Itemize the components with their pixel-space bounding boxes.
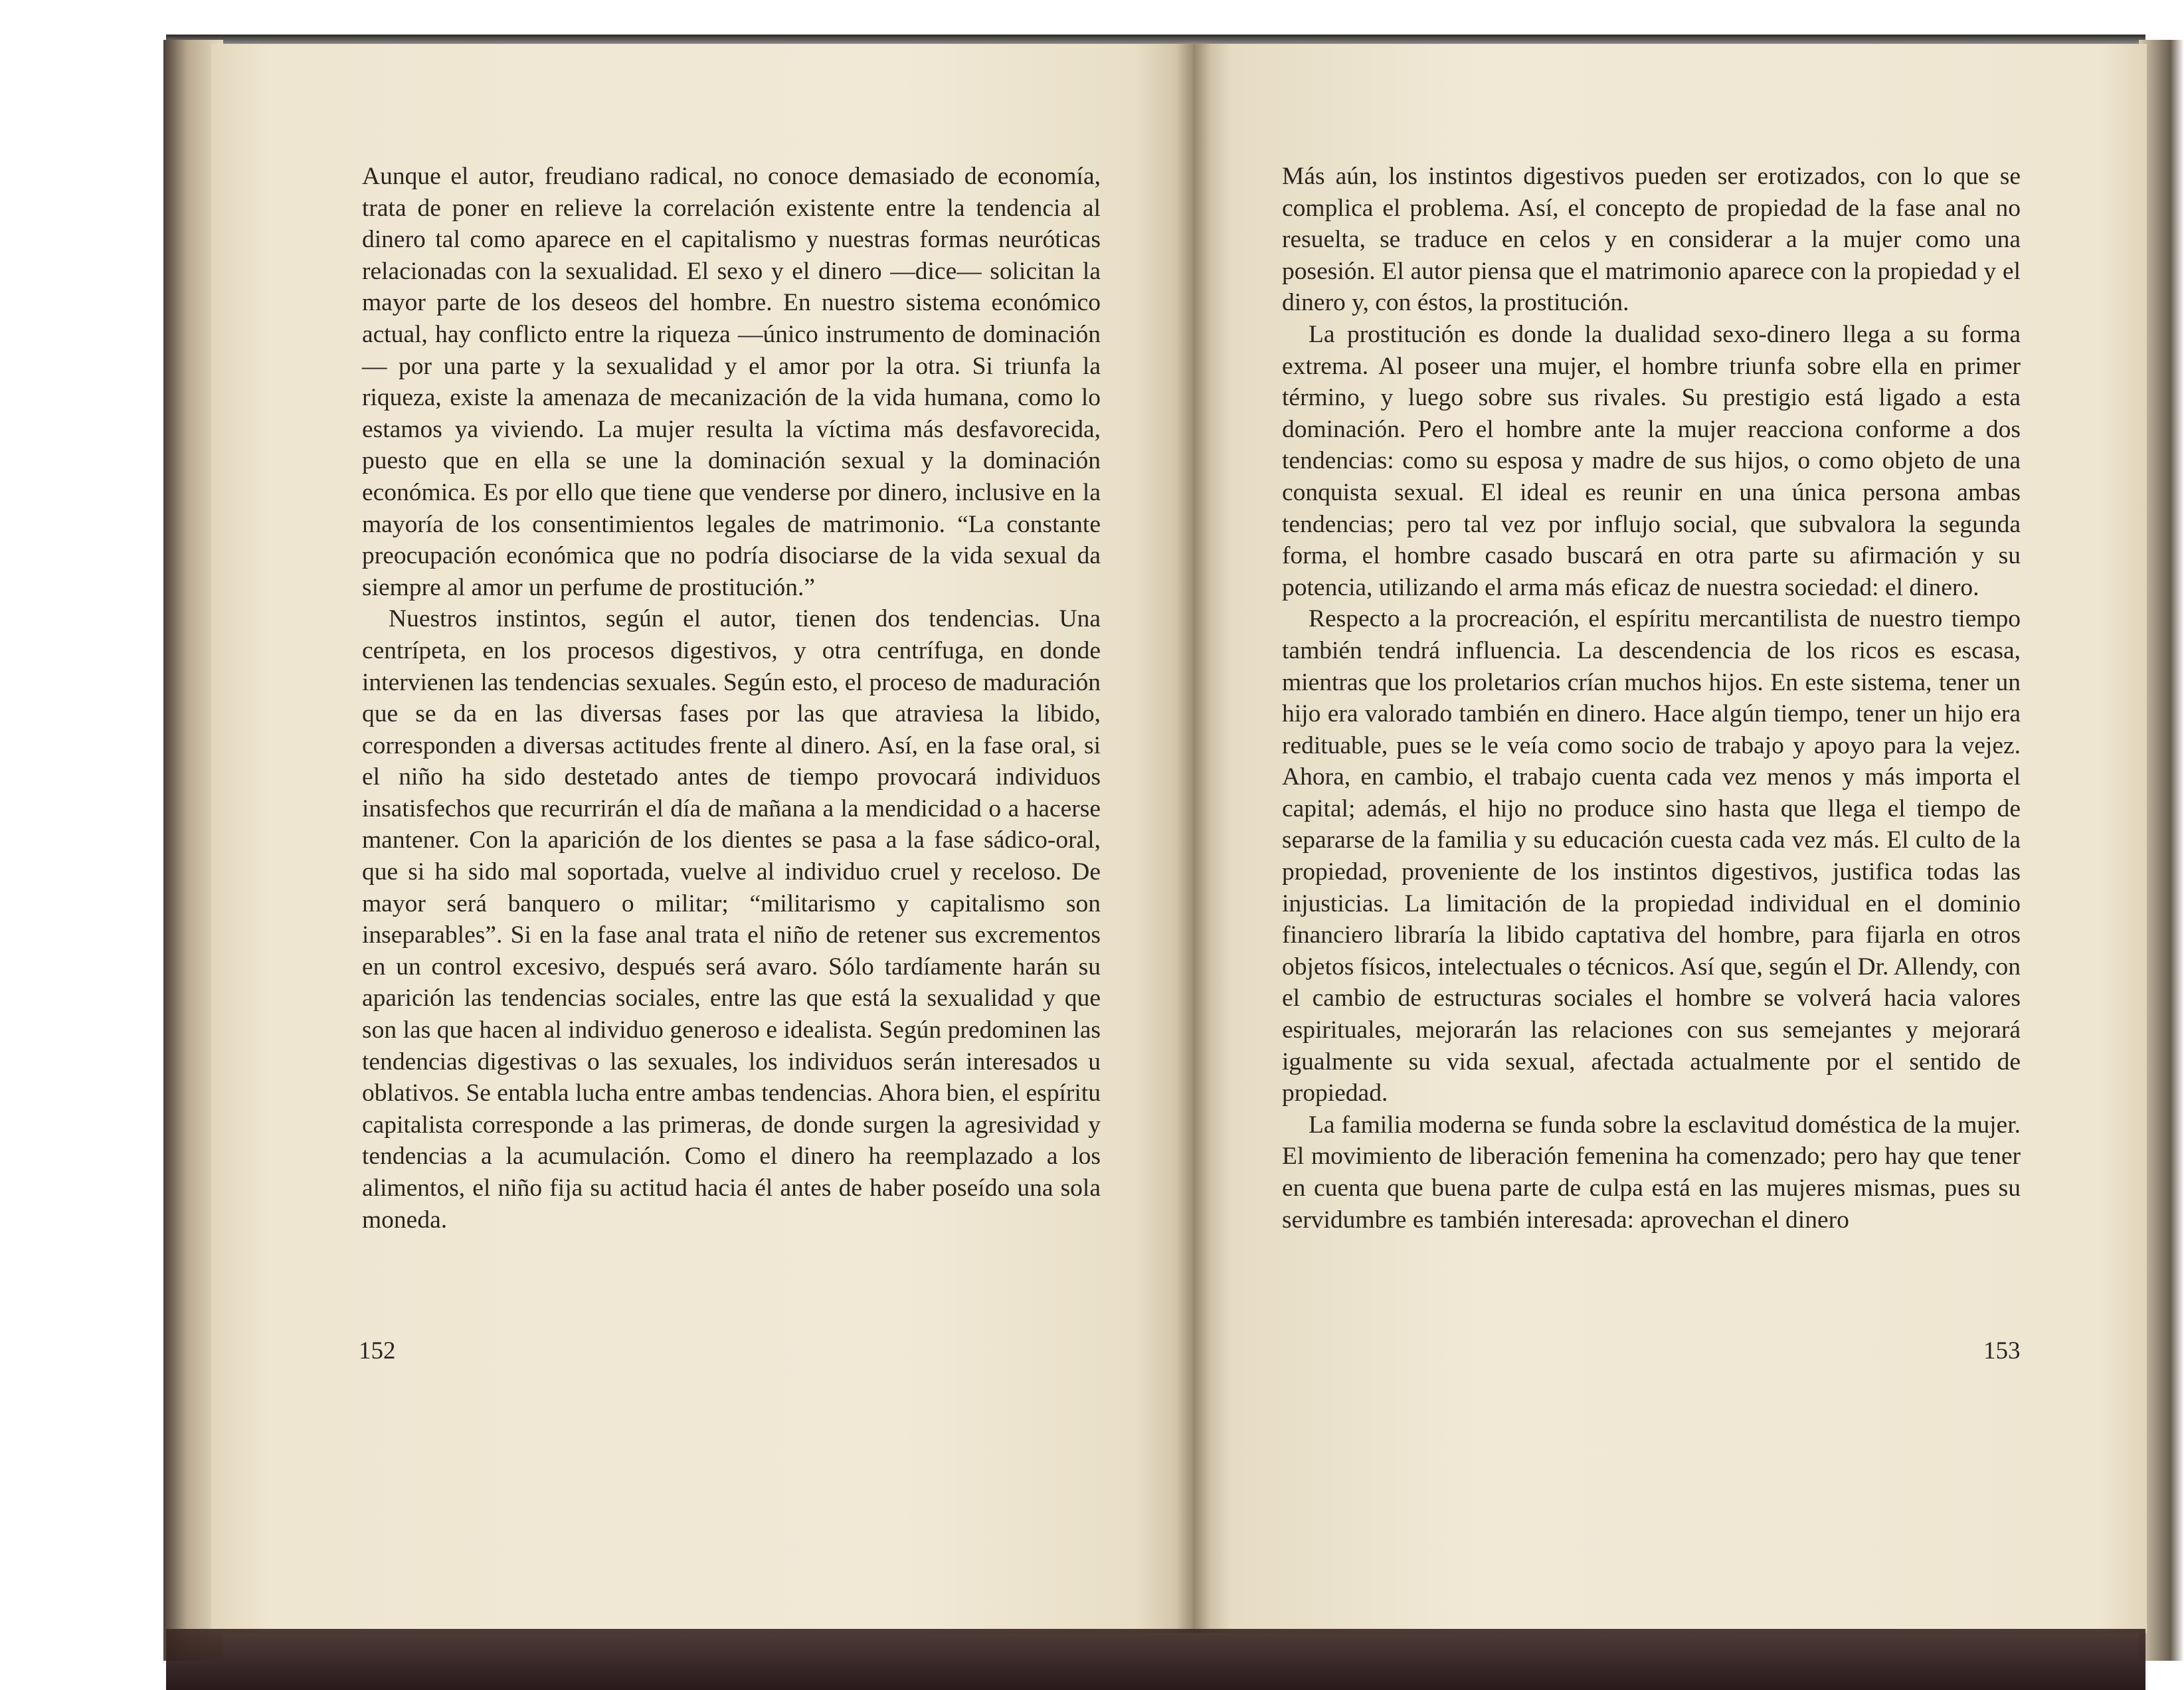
right-page-body bbox=[1282, 161, 2021, 1236]
book-gutter bbox=[1176, 44, 1210, 1633]
paragraph: La prostitución es donde la dualidad sexo-dinero llega a su forma extrema. Al poseer una mujer, el hombre triunfa sobre ella en primer término, y luego sobre sus rivales. Su prestigio está ligado a esta dominación. Pero el hombre ante la mujer reacciona conforme a dos tendencias: como su esposa y madre de sus hijos, o como objeto de una conquista sexual. El ideal es reunir en una única persona ambas tendencias; pero tal vez por influjo social, que subvalora la segunda forma, el hombre casado buscará en otra parte su afirmación y su potencia, utilizando el arma más eficaz de nuestra sociedad: el dinero. bbox=[1282, 320, 2021, 601]
paragraph: Nuestros instintos, según el autor, tienen dos tendencias. Una centrípeta, en los procesos digestivos, y otra centrífuga, en donde intervienen las tendencias sexuales. Según esto, el proceso de maduración que se da en las diversas fases por las que atraviesa la libido, corresponden a diversas actitudes frente al dinero. Así, en la fase oral, si el niño ha sido destetado antes de tiempo provocará individuos insatisfechos que recurrirán el día de mañana a la mendicidad o a hacerse mantener. Con la aparición de los dientes se pasa a la fase sádico-oral, que si ha sido mal soportada, vuelve al individuo cruel y receloso. De mayor será banquero o militar; “militarismo y capitalismo son inseparables”. Si en la fase anal trata el niño de retener sus excrementos en un control excesivo, después será avaro. Sólo tardíamente harán su aparición las tendencias sociales, entre las que está la sexualidad y que son las que hacen al individuo generoso e idealista. Según predominen las tendencias digestivas o las sexuales, los individuos serán interesados u oblativos. Se entabla lucha entre ambas tendencias. Ahora bien, el espíritu capitalista corresponde a las primeras, de donde surgen la agresividad y tendencias a la acumulación. Como el dinero ha reemplazado a los alimentos, el niño fija su actitud hacia él antes de haber poseído una sola moneda. bbox=[362, 605, 1101, 1234]
left-page-body bbox=[362, 161, 1101, 1236]
paragraph: Respecto a la procreación, el espíritu mercantilista de nuestro tiempo también tendrá influencia. La descendencia de los ricos es escasa, mientras que los proletarios crían muchos hijos. En este sistema, tener un hijo era valorado también en dinero. Hace algún tiempo, tener un hijo era redituable, pues se le veía como socio de trabajo y apoyo para la vejez. Ahora, en cambio, el trabajo cuenta cada vez menos y más importa el capital; además, el hijo no produce sino hasta que llega el tiempo de separarse de la familia y su educación cuesta cada vez más. El culto de la propiedad, proveniente de los instintos digestivos, justifica todas las injusticias. La limitación de la propiedad individual en el dominio financiero libraría la libido captativa del hombre, para fijarla en otros objetos físicos, intelectuales o técnicos. Así que, según el Dr. Allendy, con el cambio de estructuras sociales el hombre se volverá hacia valores espirituales, mejorarán las relaciones con sus semejantes y mejorará igualmente su vida sexual, afectada actualmente por el sentido de propiedad. bbox=[1282, 605, 2021, 1107]
page-number-left: 152 bbox=[359, 1337, 396, 1364]
scan-bottom-edge bbox=[166, 1629, 2145, 1690]
page-number-right: 153 bbox=[1983, 1337, 2021, 1364]
paragraph: Más aún, los instintos digestivos pueden ser erotizados, con lo que se complica el problema. Así, el concepto de propiedad de la fase anal no resuelta, se traduce en celos y en considerar a la mujer como una posesión. El autor piensa que el matrimonio aparece con la propiedad y el dinero y, con éstos, la prostitución. bbox=[1282, 163, 2021, 317]
paragraph: La familia moderna se funda sobre la esclavitud doméstica de la mujer. El movimiento de liberación femenina ha comenzado; pero hay que tener en cuenta que buena parte de culpa está en las mujeres mismas, pues su servidumbre es también interesada: aprovechan el dinero bbox=[1282, 1111, 2021, 1234]
paragraph: Aunque el autor, freudiano radical, no conoce demasiado de economía, trata de poner en relieve la correlación existente entre la tendencia al dinero tal como aparece en el capitalismo y nuestras formas neuróticas relacionadas con la sexualidad. El sexo y el dinero —dice— solicitan la mayor parte de los deseos del hombre. En nuestro sistema económico actual, hay conflicto entre la riqueza —único instrumento de dominación— por una parte y la sexualidad y el amor por la otra. Si triunfa la riqueza, existe la amenaza de mecanización de la vida humana, como lo estamos ya viviendo. La mujer resulta la víctima más desfavorecida, puesto que en ella se une la dominación sexual y la dominación económica. Es por ello que tiene que venderse por dinero, inclusive en la mayoría de los consentimientos legales de matrimonio. “La constante preocupación económica que no podría disociarse de la vida sexual da siempre al amor un perfume de prostitución.” bbox=[362, 163, 1101, 601]
